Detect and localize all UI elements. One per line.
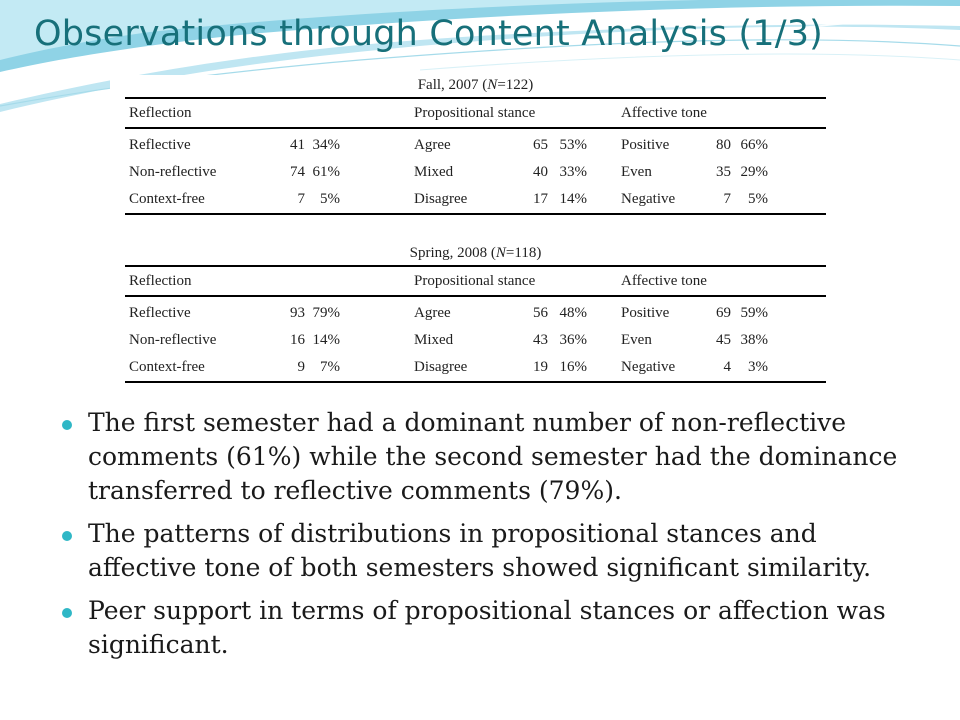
table-row	[125, 296, 826, 327]
cell: 61%	[312, 164, 340, 180]
bullet-dot-icon	[62, 608, 72, 618]
bullet-dot-icon	[62, 420, 72, 430]
cell: 65	[533, 137, 548, 153]
cell: 74	[290, 164, 305, 180]
cell: 34%	[312, 137, 340, 153]
table-header-row	[125, 266, 826, 296]
column-header: Reflection	[129, 104, 192, 121]
bullet-list	[62, 406, 902, 671]
cell: Negative	[621, 191, 676, 207]
cell: 4	[723, 359, 731, 375]
cell: 16	[290, 332, 305, 348]
cell: 14%	[312, 332, 340, 348]
cell: 69	[716, 305, 731, 321]
column-header: Reflection	[129, 272, 192, 289]
cell: Agree	[414, 137, 451, 153]
bullet-item	[62, 517, 902, 585]
cell: 9	[297, 359, 305, 375]
column-header: Affective tone	[621, 272, 707, 289]
cell: 14%	[559, 191, 587, 207]
cell: Even	[621, 332, 652, 348]
cell: 16%	[559, 359, 587, 375]
cell: Non-reflective	[129, 332, 217, 348]
cell: Reflective	[129, 137, 191, 153]
cell: 80	[716, 137, 731, 153]
cell: Mixed	[414, 332, 454, 348]
cell: 3%	[748, 359, 768, 375]
cell: Disagree	[414, 359, 468, 375]
table-caption: Spring, 2008 (N=118)	[409, 245, 542, 261]
fall-2007-table	[125, 77, 826, 215]
bullet-item	[62, 594, 902, 662]
cell: 33%	[559, 164, 587, 180]
cell: Mixed	[414, 164, 454, 180]
slide-title: Observations through Content Analysis (1/3)	[34, 14, 824, 54]
cell: 48%	[559, 305, 587, 321]
cell: Context-free	[129, 191, 205, 207]
cell: Negative	[621, 359, 676, 375]
cell: 7	[297, 191, 305, 207]
cell: Reflective	[129, 305, 191, 321]
cell: 43	[533, 332, 548, 348]
cell: 53%	[559, 137, 587, 153]
table-row	[125, 186, 826, 214]
cell: 19	[533, 359, 548, 375]
cell: Disagree	[414, 191, 468, 207]
cell: Context-free	[129, 359, 205, 375]
cell: 59%	[740, 305, 768, 321]
bullet-text: The patterns of distributions in propositional stances and affective tone of both semesters showed significant similarity.	[88, 519, 872, 582]
table-row	[125, 327, 826, 354]
cell: Even	[621, 164, 652, 180]
cell: 35	[716, 164, 731, 180]
cell: 7%	[320, 359, 340, 375]
bullet-text: The first semester had a dominant number of non-reflective comments (61%) while the second semester had the dominance transferred to reflective comments (79%).	[88, 408, 898, 505]
cell: 66%	[740, 137, 768, 153]
bullet-dot-icon	[62, 531, 72, 541]
cell: 40	[533, 164, 548, 180]
column-header: Affective tone	[621, 104, 707, 121]
table-row	[125, 159, 826, 186]
cell: Positive	[621, 137, 670, 153]
column-header: Propositional stance	[414, 272, 536, 289]
cell: Positive	[621, 305, 670, 321]
cell: 29%	[740, 164, 768, 180]
column-header: Propositional stance	[414, 104, 536, 121]
cell: 5%	[320, 191, 340, 207]
cell: 17	[533, 191, 548, 207]
table-row	[125, 128, 826, 159]
results-table-image	[110, 75, 836, 387]
table-header-row	[125, 98, 826, 128]
cell: 45	[716, 332, 731, 348]
cell: 38%	[740, 332, 768, 348]
spring-2008-table	[125, 245, 826, 383]
cell: 79%	[312, 305, 340, 321]
cell: Agree	[414, 305, 451, 321]
bullet-text: Peer support in terms of propositional stances or affection was significant.	[88, 596, 886, 659]
cell: 36%	[559, 332, 587, 348]
cell: 56	[533, 305, 548, 321]
bullet-item	[62, 406, 902, 508]
cell: 93	[290, 305, 305, 321]
cell: 5%	[748, 191, 768, 207]
table-caption: Fall, 2007 (N=122)	[417, 77, 534, 93]
table-row	[125, 354, 826, 382]
cell: 7	[723, 191, 731, 207]
cell: Non-reflective	[129, 164, 217, 180]
cell: 41	[290, 137, 305, 153]
